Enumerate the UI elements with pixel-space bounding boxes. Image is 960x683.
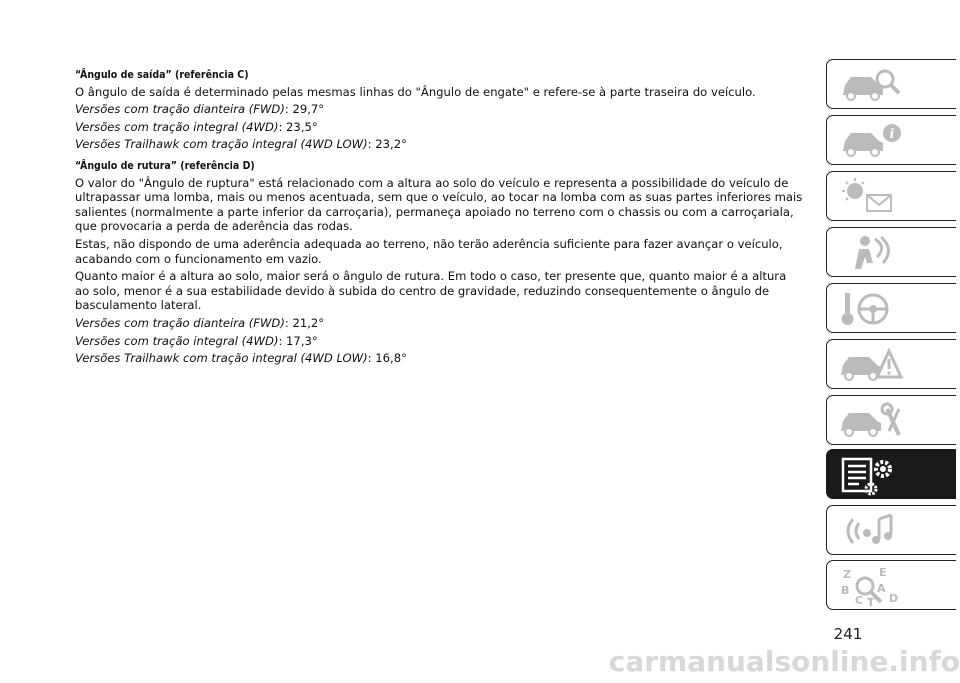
- paragraph-breakover-2: Estas, não dispondo de uma aderência adequada ao terreno, não terão aderência suficiente para fazer avançar o veículo, acabando com o funcionamento em vazio.: [75, 236, 783, 266]
- tab-car-info[interactable]: [826, 115, 956, 165]
- watermark: carmanualsonline.info: [608, 645, 960, 678]
- spec-4wd: [75, 120, 803, 135]
- light-envelope-icon: [837, 177, 907, 217]
- svg-text:Z: Z: [843, 568, 851, 581]
- car-wrench-icon: [837, 401, 907, 441]
- spec-label: Versões com tração integral (4WD): [75, 119, 279, 134]
- document-gear-icon: [837, 455, 907, 497]
- svg-text:D: D: [889, 592, 899, 605]
- airbag-person-icon: [837, 233, 907, 273]
- car-info-icon: [837, 121, 907, 161]
- page-content: [75, 68, 803, 369]
- spec-label: Versões Trailhawk com tração integral (4WD LOW): [75, 351, 368, 366]
- spec-label: Versões Trailhawk com tração integral (4WD LOW): [75, 137, 368, 152]
- svg-text:i: i: [889, 127, 895, 142]
- svg-text:E: E: [879, 566, 887, 579]
- svg-text:A: A: [877, 582, 886, 595]
- steering-wheel-icon: [837, 289, 907, 329]
- media-note-icon: [837, 511, 907, 551]
- spec-fwd: [75, 316, 803, 331]
- tab-maintenance[interactable]: [826, 395, 956, 445]
- paragraph-exit-angle: O ângulo de saída é determinado pelas mesmas linhas do "Ângulo de engate" e refere-se à parte traseira do veículo.: [75, 84, 756, 99]
- tab-safety[interactable]: [826, 227, 956, 277]
- section-exit-angle: [75, 68, 803, 152]
- spec-value: : 23,2°: [367, 137, 407, 152]
- spec-trailhawk: [75, 137, 803, 152]
- tab-technical-data[interactable]: [826, 449, 956, 499]
- spec-fwd: [75, 102, 803, 117]
- heading-breakover-angle: “Ângulo de rutura” (referência D): [75, 158, 255, 172]
- svg-text:T: T: [867, 596, 875, 608]
- svg-text:C: C: [855, 594, 864, 607]
- spec-label: Versões com tração dianteira (FWD): [75, 315, 285, 330]
- paragraph-breakover-1: O valor do "Ângulo de ruptura" está relacionado com a altura ao solo do veículo e representa a possibilidade do veículo de ultrapassar uma lomba, mais ou menos acentuada, sem que o veículo, ao tocar na lomba com as suas partes inferiores mais salientes (normalmente a parte inferior da carroçaria), permaneça apoiado no terreno com o chassis ou com a carroçariala, que provocaria a perda de aderência das rodas.: [75, 175, 803, 234]
- alphabet-index-icon: [837, 566, 907, 608]
- spec-label: Versões com tração integral (4WD): [75, 333, 279, 348]
- tab-starting-driving[interactable]: [826, 283, 956, 333]
- svg-text:B: B: [841, 584, 850, 597]
- paragraph-breakover-3: Quanto maior é a altura ao solo, maior será o ângulo de rutura. Em todo o caso, ter presente que, quanto maior é a altura ao solo, menor é a sua estabilidade devido à subida do centro de gravidade, reduzindo consequentemente o ângulo de basculamento lateral.: [75, 269, 787, 313]
- tab-multimedia[interactable]: [826, 505, 956, 555]
- section-breakover-angle: [75, 159, 803, 366]
- spec-value: : 21,2°: [284, 315, 325, 330]
- tab-index[interactable]: [826, 560, 956, 610]
- spec-trailhawk: [75, 351, 803, 366]
- spec-value: : 17,3°: [278, 333, 318, 348]
- tab-car-search[interactable]: [826, 59, 956, 109]
- tab-emergency[interactable]: [826, 339, 956, 389]
- car-warning-icon: [837, 345, 907, 385]
- heading-exit-angle: “Ângulo de saída” (referência C): [75, 68, 249, 81]
- spec-value: : 16,8°: [367, 351, 407, 366]
- car-search-icon: [837, 65, 907, 105]
- tab-lights-messages[interactable]: [826, 171, 956, 221]
- spec-label: Versões com tração dianteira (FWD): [75, 102, 285, 117]
- spec-value: : 23,5°: [278, 119, 318, 134]
- spec-value: : 29,7°: [284, 102, 325, 117]
- spec-4wd: [75, 334, 803, 349]
- page-number: 241: [833, 625, 863, 643]
- chapter-tabs: [826, 0, 960, 683]
